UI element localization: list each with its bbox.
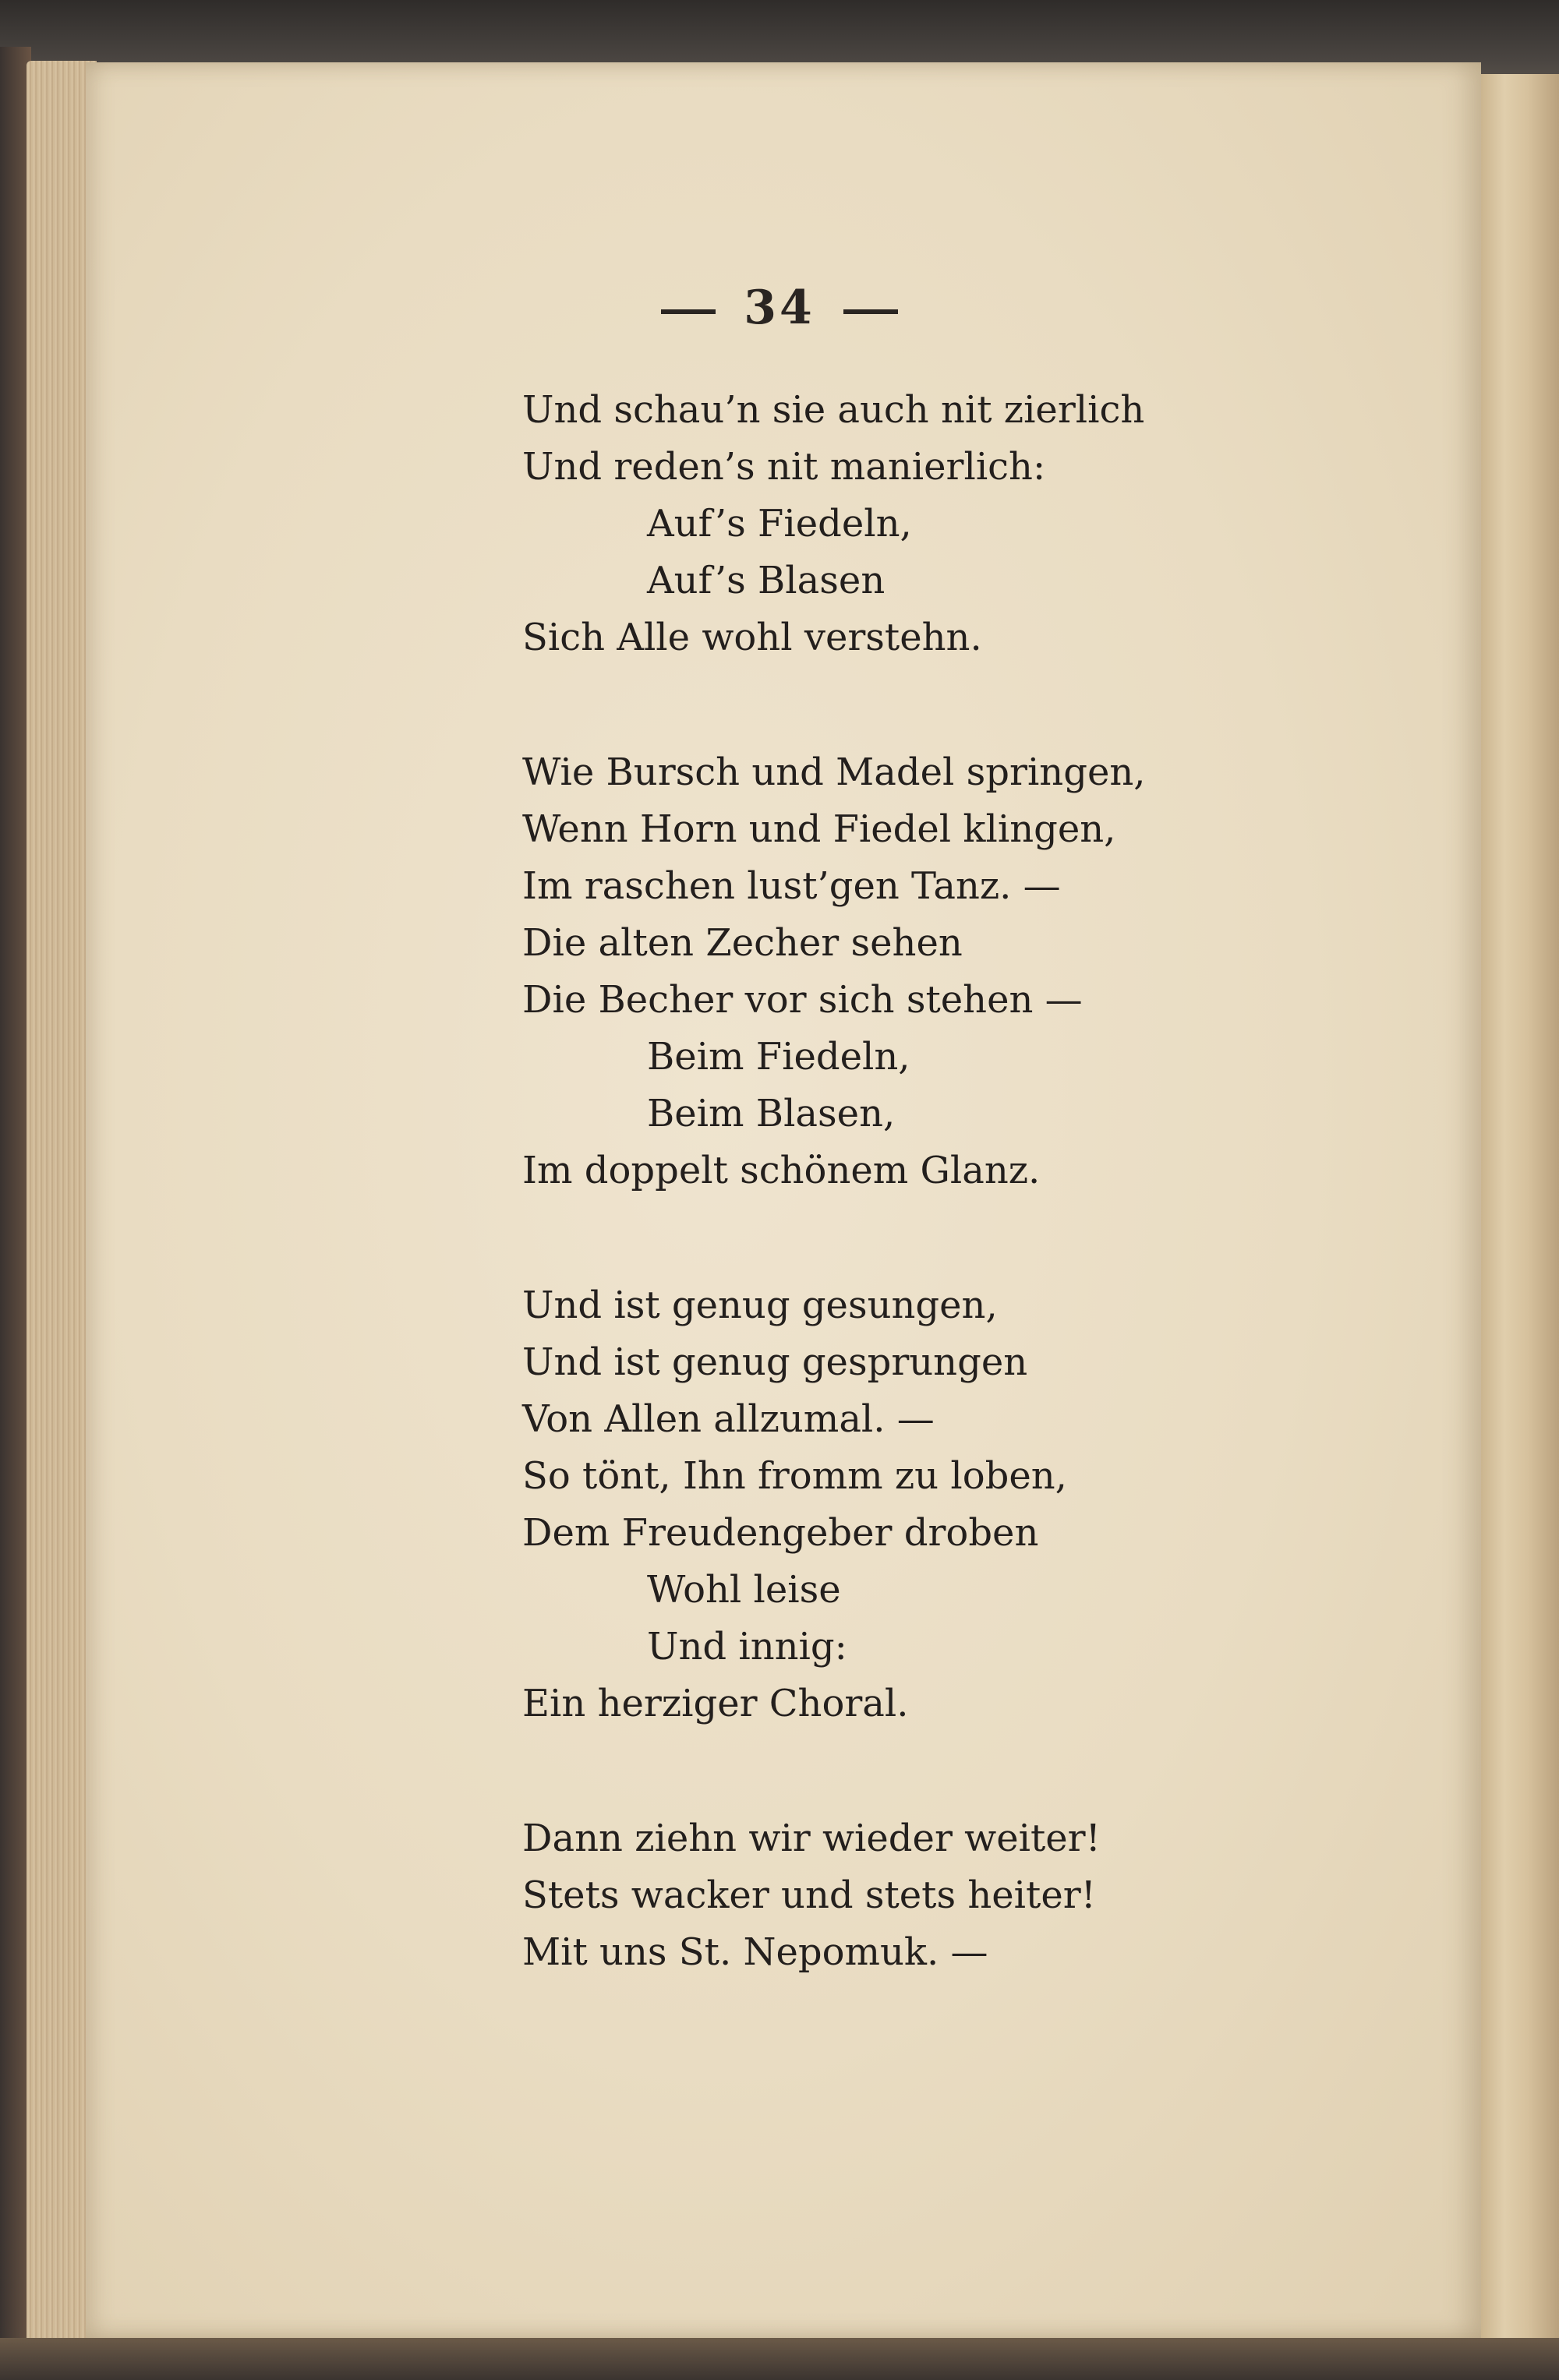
poem-line: Von Allen allzumal. — bbox=[522, 1397, 935, 1441]
poem-line: Beim Fiedeln, bbox=[647, 1035, 910, 1079]
poem-line: Auf’s Blasen bbox=[647, 559, 886, 602]
page-number-dash-left bbox=[661, 309, 716, 314]
poem-line: Die Becher vor sich stehen — bbox=[522, 978, 1083, 1022]
page-edges-right bbox=[1481, 74, 1559, 2342]
bottom-shadow bbox=[0, 2338, 1559, 2380]
poem-line: Und ist genug gesprungen bbox=[522, 1340, 1028, 1384]
poem-line: Und ist genug gesungen, bbox=[522, 1284, 998, 1327]
stanza bbox=[522, 382, 1419, 666]
poem-line: Ein herziger Choral. bbox=[522, 1682, 909, 1725]
stanza bbox=[522, 1810, 1419, 1981]
poem-line: So tönt, Ihn fromm zu loben, bbox=[522, 1454, 1067, 1498]
poem bbox=[522, 382, 1419, 2059]
poem-line: Stets wacker und stets heiter! bbox=[522, 1873, 1096, 1917]
poem-line: Im doppelt schönem Glanz. bbox=[522, 1149, 1041, 1192]
poem-line: Wie Bursch und Madel springen, bbox=[522, 750, 1146, 794]
poem-line: Und innig: bbox=[647, 1625, 847, 1668]
poem-line: Dem Freudengeber droben bbox=[522, 1511, 1039, 1555]
poem-line: Wohl leise bbox=[647, 1568, 841, 1612]
page-number bbox=[0, 281, 1559, 335]
page-number-dash-right bbox=[843, 309, 898, 314]
poem-line: Auf’s Fiedeln, bbox=[647, 502, 912, 546]
poem-line: Die alten Zecher sehen bbox=[522, 921, 963, 965]
poem-line: Im raschen lust’gen Tanz. — bbox=[522, 864, 1061, 908]
stanza bbox=[522, 1277, 1419, 1732]
poem-line: Wenn Horn und Fiedel klingen, bbox=[522, 807, 1116, 851]
poem-line: Dann ziehn wir wieder weiter! bbox=[522, 1817, 1101, 1860]
poem-line: Und reden’s nit manierlich: bbox=[522, 445, 1046, 489]
page-number-text: 34 bbox=[744, 281, 815, 335]
poem-line: Sich Alle wohl verstehn. bbox=[522, 616, 982, 659]
poem-line: Und schau’n sie auch nit zierlich bbox=[522, 388, 1145, 432]
poem-line: Beim Blasen, bbox=[647, 1092, 896, 1135]
stanza bbox=[522, 744, 1419, 1199]
poem-line: Mit uns St. Nepomuk. — bbox=[522, 1930, 988, 1974]
